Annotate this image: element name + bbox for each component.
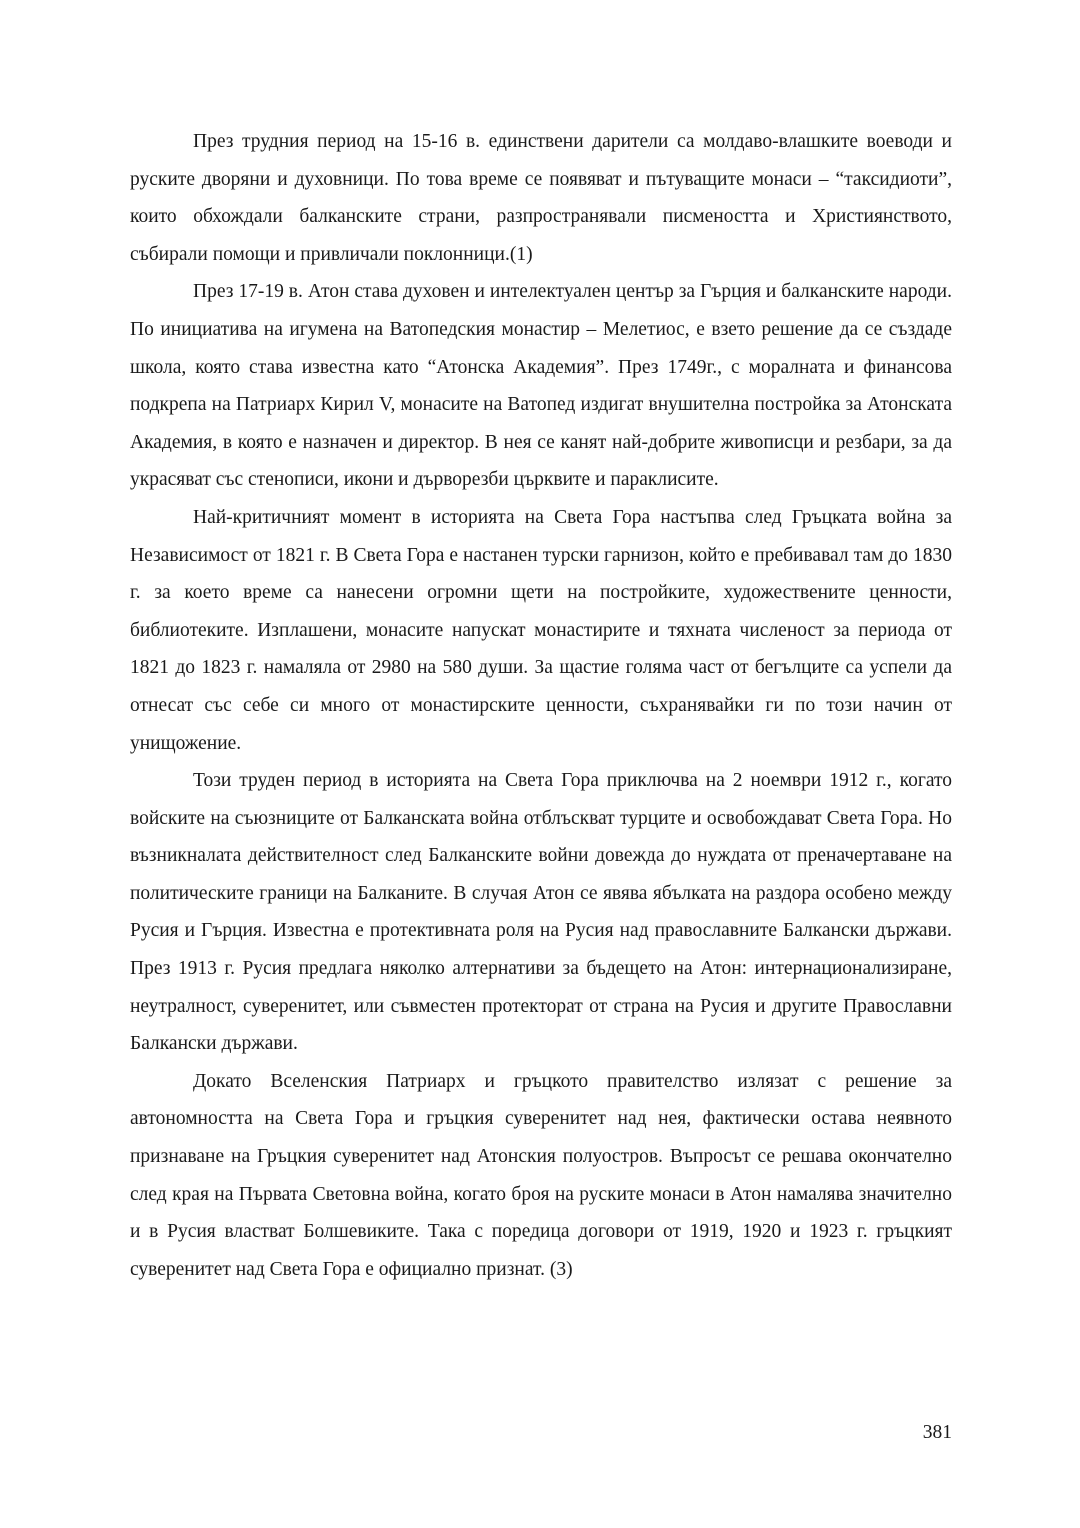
body-text (130, 123, 952, 1288)
page-number: 381 (922, 1422, 952, 1443)
paragraph-2: През 17-19 в. Атон става духовен и интелектуален център за Гърция и балканските народи. По инициатива на игумена на Ватопедския монастир – Мелетиос, е взето решение да се създаде школа, която става известна като “Атонска Академия”. През 1749г., с моралната и финансова подкрепа на Патриарх Кирил V, монасите на Ватопед издигат внушителна постройка за Атонската Академия, в която е назначен и директор. В нея се канят най-добрите живописци и резбари, за да украсяват със стенописи, икони и дърворезби църквите и параклисите. (130, 281, 952, 491)
paragraph-3: Най-критичният момент в историята на Света Гора настъпва след Гръцката война за Независимост от 1821 г. В Света Гора е настанен турски гарнизон, който е пребивавал там до 1830 г. за което време са нанесени огромни щети на постройките, художествените ценности, библиотеките. Изплашени, монасите напускат монастирите и тяхната численост за периода от 1821 до 1823 г. намаляла от 2980 на 580 души. За щастие голяма част от бегълците са успели да отнесат със себе си много от монастирските ценности, съхранявайки ги по този начин от унищожение. (130, 506, 952, 754)
paragraph-4: Този труден период в историята на Света Гора приключва на 2 ноември 1912 г., когато войските на съюзниците от Балканската война отблъскват турците и освобождават Света Гора. Но възникналата действителност след Балканските войни довежда до нуждата от преначертаване на политическите граници на Балканите. В случая Атон се явява ябълката на раздора особено между Русия и Гърция. Известна е протективната роля на Русия над православните Балкански държави. През 1913 г. Русия предлага няколко алтернативи за бъдещето на Атон: интернационализиране, неутралност, суверенитет, или съвместен протекторат от страна на Русия и другите Православни Балкански държави. (130, 770, 952, 1055)
paragraph-1: През трудния период на 15-16 в. единствени дарители са молдаво-влашките воеводи и руските дворяни и духовници. По това време се появяват и пътуващите монаси – “таксидиоти”, които обхождали балканските страни, разпространявали писмеността и Християнството, събирали помощи и привличали поклонници.(1) (130, 131, 952, 265)
paragraph-5: Докато Вселенския Патриарх и гръцкото правителство излязат с решение за автономността на Света Гора и гръцкия суверенитет над нея, фактически остава неявното признаване на Гръцкия суверенитет над Атонския полуостров. Въпросът се решава окончателно след края на Първата Световна война, когато броя на руските монаси в Атон намалява значително и в Русия властват Болшевиките. Така с поредица договори от 1919, 1920 и 1923 г. гръцкият суверенитет над Света Гора е официално признат. (3) (130, 1070, 952, 1280)
